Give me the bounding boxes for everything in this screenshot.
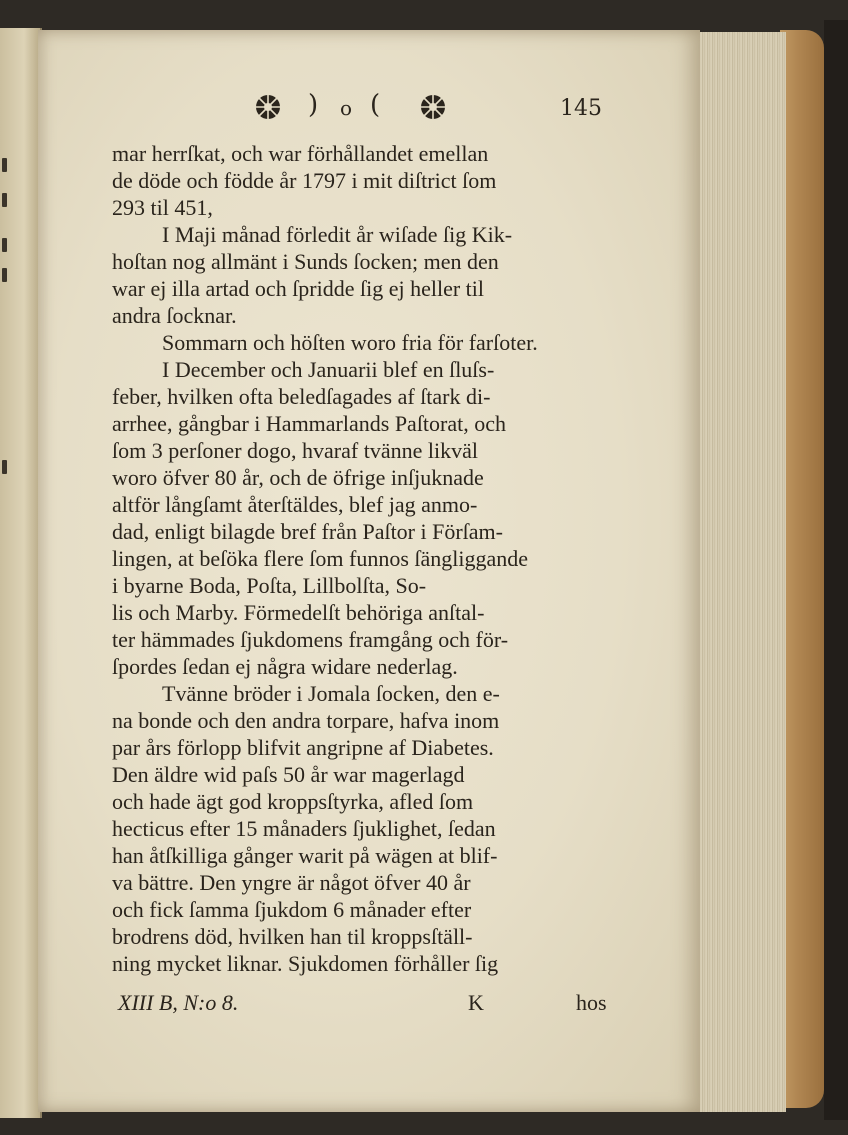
- left-facing-page: [0, 28, 42, 1118]
- paragraph: Sommarn och höſten woro fria för farſoter.: [162, 330, 538, 355]
- ink-mark: [2, 238, 7, 252]
- catchword: hos: [576, 990, 607, 1015]
- paragraph: Tvänne bröder i Jomala ſocken, den e- na bonde och den andra torpare, hafva inom par års förlopp blifvit angripne af Diabetes. Den äldre wid paſs 50 år war magerlagd och hade ägt god kroppsſtyrka, afled ſom hecticus efter 15 månaders ſjuklighet, ſedan han åtſkilliga gånger warit på wägen at blif- va bättre. Den yngre är något öfver 40 år och fick ſamma ſjukdom 6 månader efter brodrens död, hvilken han til kroppsſtäll- ning mycket liknar. Sjukdomen förhåller ſig: [112, 681, 500, 976]
- header-paren-left: ): [308, 90, 319, 120]
- ink-mark: [2, 158, 7, 172]
- page-body-text: [112, 140, 617, 977]
- book-cover-edge: [780, 30, 824, 1108]
- background-shadow: [824, 20, 848, 1120]
- header-paren-right: (: [370, 90, 381, 120]
- flower-ornament-icon: [253, 92, 283, 122]
- paragraph: I December och Januarii blef en ſluſs- feber, hvilken ofta beledſagades af ſtark di- arrhee, gångbar i Hammarlands Paſtorat, och ſom 3 perſoner dogo, hvaraf tvänne likväl woro öfver 80 år, och de öfrige inſjuknade altför långſamt återſtäldes, blef jag anmo- dad, enligt bilagde bref från Paſtor i Förſam- lingen, at beſöka flere ſom funnos ſängliggande i byarne Boda, Poſta, Lillbolſta, So- lis och Marby. Förmedelſt behöriga anſtal- ter hämmades ſjukdomens framgång och för- ſpordes ſedan ej några widare nederlag.: [112, 357, 529, 679]
- header-center-glyph: o: [340, 96, 353, 120]
- page-header: [250, 90, 610, 130]
- page-footer: [118, 990, 618, 1020]
- paragraph: mar herrſkat, och war förhållandet emellan de döde och födde år 1797 i mit diſtrict ſom 293 til 451,: [112, 141, 497, 220]
- ink-mark: [2, 268, 7, 282]
- flower-ornament-icon: [418, 92, 448, 122]
- page-number: 145: [560, 96, 602, 121]
- page-edges: [696, 32, 786, 1112]
- ink-mark: [2, 193, 7, 207]
- signature-mark: XIII B, N:o 8.: [118, 990, 239, 1015]
- ink-mark: [2, 460, 7, 474]
- paragraph: I Maji månad förledit år wiſade ſig Kik- hoſtan nog allmänt i Sunds ſocken; men den war ej illa artad och ſpridde ſig ej heller til andra ſocknar.: [112, 222, 513, 328]
- sheet-mark: K: [468, 990, 484, 1015]
